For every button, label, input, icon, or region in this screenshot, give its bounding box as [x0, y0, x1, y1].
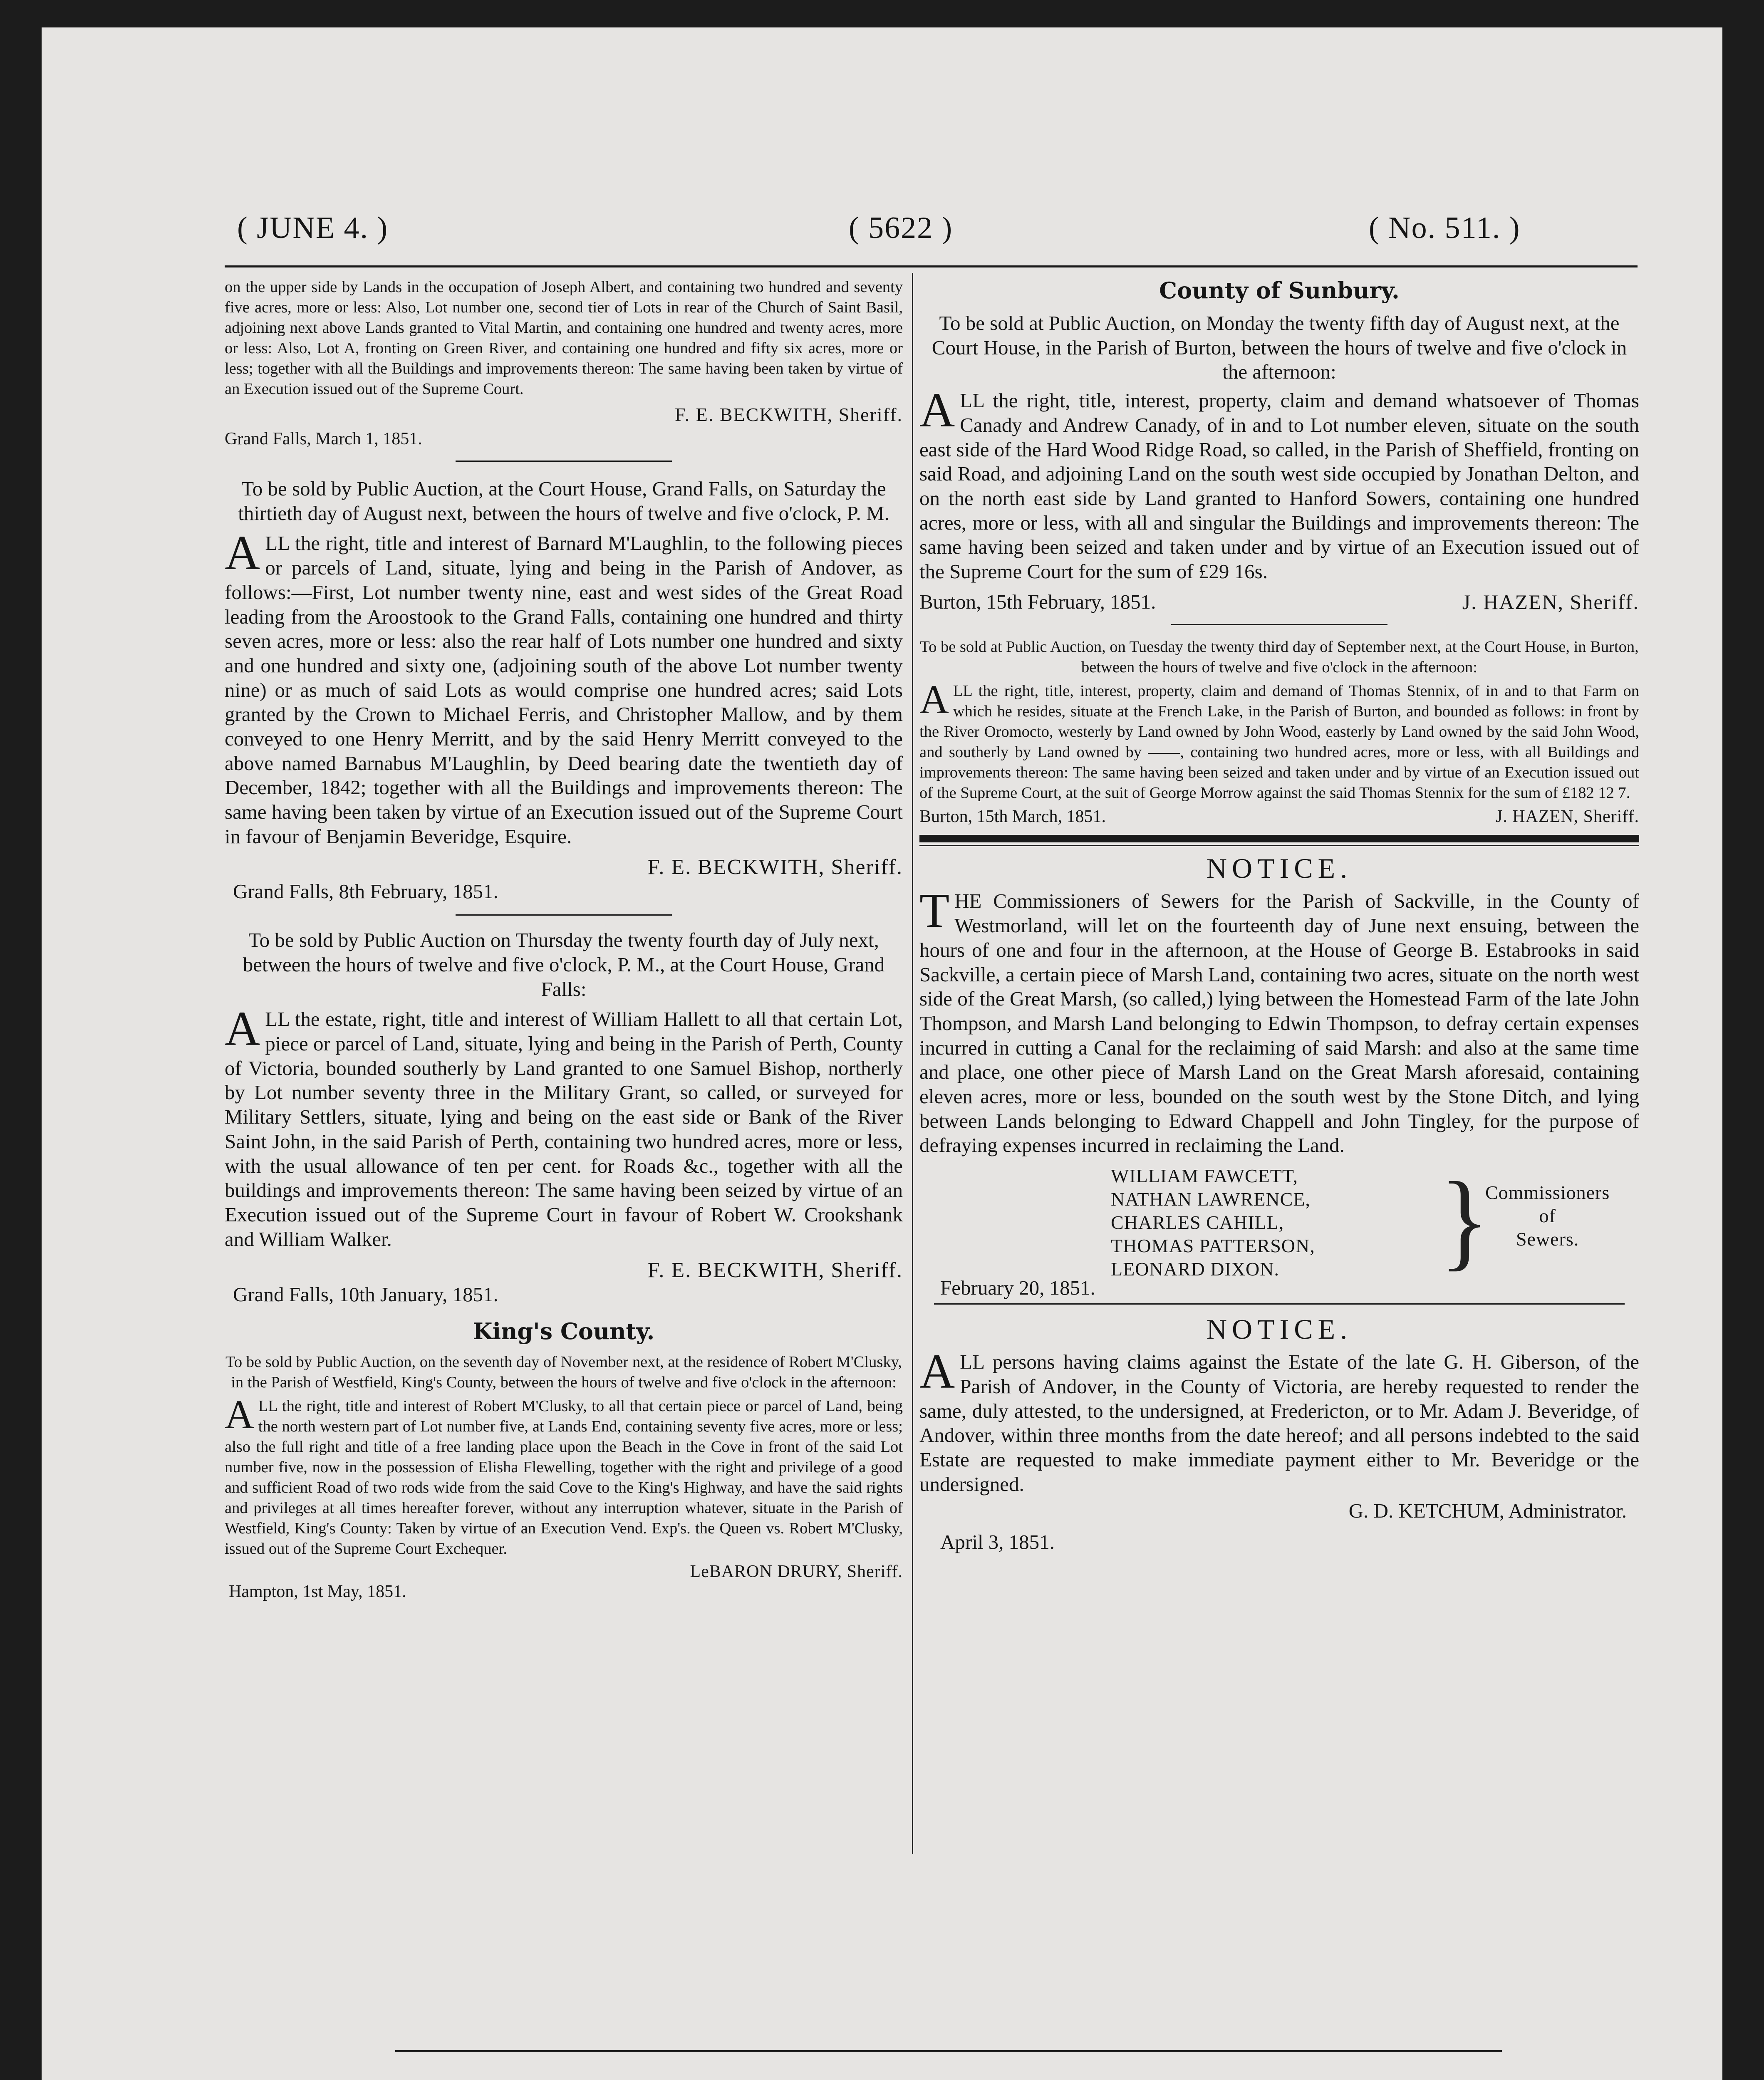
drop-cap: A — [919, 383, 955, 438]
drop-cap: A — [225, 1001, 260, 1056]
ad-hallett-intro: To be sold by Public Auction on Thursday the twenty fourth day of July next, between the hours of twelve and five o'clock, P. M., at the Court House, Grand Falls: — [243, 929, 885, 1000]
sunbury-date: Burton, 15th February, 1851. — [919, 590, 1156, 613]
commissioners-title — [1485, 1181, 1610, 1251]
commissioner-name: THOMAS PATTERSON, — [1111, 1235, 1315, 1257]
kings-county-text: LL the right, title and interest of Robert M'Clusky, to all that certain piece or parcel of Land, being the north western part of Lot number five, at Lands End, containing seventy five acres, more or less; also the full right and title of a free landing place upon the Beach in the Cove in front of the said Lot number five, now in the possession of Elisha Flewelling, together with the right and privilege of a good and sufficient Road of two rods wide from the said Cove to the King's Highway, and have the said rights and privileges at all times hereafter forever, without any interruption whatever, situate in the Parish of Westfield, King's County: Taken by virtue of an Execution Vend. Exp's. the Queen vs. Robert M'Clusky, issued out of the Supreme Court Exchequer. — [225, 1397, 903, 1558]
ad-hallett-signature: F. E. BECKWITH, Sheriff. — [647, 1258, 903, 1283]
notice-sewers-date: February 20, 1851. — [940, 1276, 1095, 1300]
kings-county-heading: King's County. — [473, 1318, 655, 1345]
commissioner-name: WILLIAM FAWCETT, — [1111, 1165, 1298, 1187]
drop-cap: T — [919, 883, 950, 938]
ad-green-river-signature: F. E. BECKWITH, Sheriff. — [674, 404, 903, 425]
sunbury-body — [919, 383, 1639, 584]
notice-estate-date: April 3, 1851. — [940, 1530, 1055, 1554]
title-line: Sewers. — [1516, 1228, 1579, 1250]
ad-green-river-body: on the upper side by Lands in the occupation of Joseph Albert, and containing two hundred and seventy five acres, more or less: Also, Lot number one, second tier of Lots in rear of the Church of Saint Basil, adjoining next above Lands granted to Vital Martin, and containing one hundred and twenty acres, more or less: Also, Lot A, fronting on Green River, and containing one hundred and fifty six acres, more or less; together with all the Buildings and improvements thereon: The same having been taken by virtue of an Execution issued out of the Supreme Court. — [225, 278, 903, 398]
left-column — [225, 277, 903, 1602]
notice-estate-signature: G. D. KETCHUM, Administrator. — [1348, 1499, 1627, 1523]
separator — [1171, 624, 1387, 625]
kings-county-date: Hampton, 1st May, 1851. — [229, 1582, 406, 1602]
sunbury-signature: J. HAZEN, Sheriff. — [1462, 590, 1639, 614]
sunbury-heading: County of Sunbury. — [1159, 277, 1400, 304]
sunbury-intro: To be sold at Public Auction, on Monday the twenty fifth day of August next, at the Court House, in the Parish of Burton, between the hours of twelve and five o'clock in the afternoon: — [932, 312, 1627, 384]
brace: } — [1439, 1160, 1489, 1281]
gazette-page — [42, 27, 1722, 2080]
commissioner-name: NATHAN LAWRENCE, — [1111, 1189, 1311, 1210]
right-column — [919, 277, 1639, 1555]
notice-sewers-heading: NOTICE. — [1206, 852, 1353, 884]
drop-cap: A — [919, 1344, 955, 1399]
ad-mlaughlin-signature: F. E. BECKWITH, Sheriff. — [647, 855, 903, 879]
title-line: of — [1539, 1205, 1556, 1227]
kings-county-body — [225, 1392, 903, 1559]
ad-mlaughlin-intro: To be sold by Public Auction, at the Court House, Grand Falls, on Saturday the thirtieth day of August next, between the hours of twelve and five o'clock, P. M. — [238, 477, 889, 525]
header-page-number: ( 5622 ) — [849, 211, 953, 245]
header-rule — [225, 265, 1638, 267]
sunbury-footer — [919, 590, 1639, 614]
thick-rule — [919, 835, 1639, 842]
thin-rule — [919, 845, 1639, 846]
ad-mlaughlin-text: LL the right, title and interest of Barnard M'Laughlin, to the following pieces or parcels of Land, situate, lying and being in the Parish of Andover, as follows:—First, Lot number twenty nine, east and west sides of the Great Road leading from the Aroostook to the Grand Falls, containing one hundred and thirty seven acres, more or less: also the rear half of Lots number one hundred and sixty and one hundred and sixty one, (adjoining south of the above Lot number twenty nine) or as much of said Lots as would comprise one hundred acres; said Lots granted by the Crown to Michael Ferris, and Christopher Mallow, and by them conveyed to one Henry Merritt, and by the said Henry Merritt conveyed to the above named Barnabus M'Laughlin, by Deed bearing date the twentieth day of December, 1842; together with all the Buildings and improvements thereon: The same having been taken by virtue of an Execution issued out of the Supreme Court in favour of Benjamin Beveridge, Esquire. — [225, 532, 903, 848]
ad-mlaughlin-body — [225, 525, 903, 849]
drop-cap: A — [225, 1392, 254, 1438]
kings-county-signature: LeBARON DRURY, Sheriff. — [690, 1562, 903, 1582]
stennix-body — [919, 677, 1639, 803]
notice-estate-heading: NOTICE. — [1206, 1313, 1353, 1345]
ad-hallett-text: LL the estate, right, title and interest of William Hallett to all that certain Lot, piece or parcel of Land, situate, lying and being in the Parish of Perth, County of Victoria, bounded southerly by Land granted to one Samuel Bishop, northerly by Lot number seventy three in the Military Grant, so called, or surveyed for Military Settlers, situate, lying and being on the east side or Bank of the River Saint John, in the said Parish of Perth, containing two hundred acres, more or less, with the usual allowance of ten per cent. for Roads &c., together with all the buildings and improvements thereon: The same having been seized by virtue of an Execution issued out of the Supreme Court in favour of Robert W. Crookshank and William Walker. — [225, 1008, 903, 1250]
stennix-text: LL the right, title, interest, property, claim and demand of Thomas Stennix, of in and to that Farm on which he resides, situate at the French Lake, in the Parish of Burton, and bounded as follows: in front by the River Oromocto, westerly by Land owned by John Wood, easterly by Land owned by the said John Wood, and southerly by Land owned by ——, containing two hundred acres, more or less, with all Buildings and improvements thereon: The same having been seized and taken under and by virtue of an Execution issued out of the Supreme Court, at the suit of George Morrow against the said Thomas Stennix for the sum of £182 12 7. — [919, 682, 1639, 802]
separator — [934, 1303, 1625, 1305]
separator — [456, 914, 672, 916]
ad-hallett-body — [225, 1001, 903, 1251]
stennix-signature: J. HAZEN, Sheriff. — [1495, 807, 1639, 827]
commissioners-block — [919, 1160, 1639, 1300]
commissioner-name: CHARLES CAHILL, — [1111, 1212, 1284, 1233]
header-date: ( JUNE 4. ) — [237, 211, 389, 245]
header-issue-number: ( No. 511. ) — [1369, 211, 1521, 245]
drop-cap: A — [225, 525, 260, 580]
notice-estate-body — [919, 1344, 1639, 1496]
drop-cap: A — [919, 677, 949, 723]
kings-county-intro: To be sold by Public Auction, on the seventh day of November next, at the residence of Robert M'Clusky, in the Parish of Westfield, King's County, between the hours of twelve and five o'clock in the afternoon: — [225, 1353, 902, 1392]
footer-rule — [395, 2050, 1502, 2052]
stennix-footer — [919, 807, 1639, 827]
notice-sewers-body — [919, 883, 1639, 1158]
commissioner-name: LEONARD DIXON. — [1111, 1258, 1279, 1280]
notice-sewers-text: HE Commissioners of Sewers for the Parish of Sackville, in the County of Westmorland, will let on the fourteenth day of June next ensuing, between the hours of one and four in the afternoon, at the House of George B. Estabrooks in said Sackville, a certain piece of Marsh Land, containing two acres, situate on the north west side of the Great Marsh, (so called,) lying between the Homestead Farm of the late John Thompson, and Marsh Land belonging to Edwin Thompson, to defray certain expenses incurred in cutting a Canal for the reclaiming of said Marsh: and also at the same time and place, one other piece of Marsh Land on the Great Marsh aforesaid, containing eleven acres, more or less, bounded on the south west by the Stone Ditch, and lying between Lands belonging to Edward Chappell and John Tingley, for the purpose of defraying expenses incurred in reclaiming the Land. — [919, 889, 1639, 1157]
ad-mlaughlin-date: Grand Falls, 8th February, 1851. — [233, 879, 498, 903]
notice-estate-text: LL persons having claims against the Estate of the late G. H. Giberson, of the Parish of Andover, in the County of Victoria, are hereby requested to render the same, duly attested, to the undersigned, at Fredericton, or to Mr. Adam J. Beveridge, of Andover, within three months from the date hereof; and all persons indebted to the said Estate are requested to make immediate payment either to Mr. Beveridge or the undersigned. — [919, 1350, 1639, 1496]
ad-hallett-date: Grand Falls, 10th January, 1851. — [233, 1283, 498, 1306]
stennix-intro: To be sold at Public Auction, on Tuesday the twenty third day of September next, at the Court House, in Burton, between the hours of twelve and five o'clock in the afternoon: — [920, 638, 1639, 676]
column-divider — [912, 273, 913, 1854]
title-line: Commissioners — [1485, 1182, 1610, 1203]
stennix-date: Burton, 15th March, 1851. — [919, 807, 1106, 827]
ad-green-river-date: Grand Falls, March 1, 1851. — [225, 429, 422, 448]
sunbury-text: LL the right, title, interest, property, claim and demand whatsoever of Thomas Canady and Andrew Canady, of in and to Lot number eleven, situate on the south east side of the Hard Wood Ridge Road, so called, in the Parish of Sheffield, fronting on said Road, and adjoining Land on the south west side occupied by Jonathan Delton, and on the north east side by Land granted to Hanford Sowers, containing one hundred acres, more or less, with all and singular the Buildings and improvements thereon: The same having been seized and taken under and by virtue of an Execution issued out of the Supreme Court for the sum of £29 16s. — [919, 389, 1639, 583]
separator — [456, 461, 672, 462]
commissioner-names — [1111, 1164, 1315, 1281]
